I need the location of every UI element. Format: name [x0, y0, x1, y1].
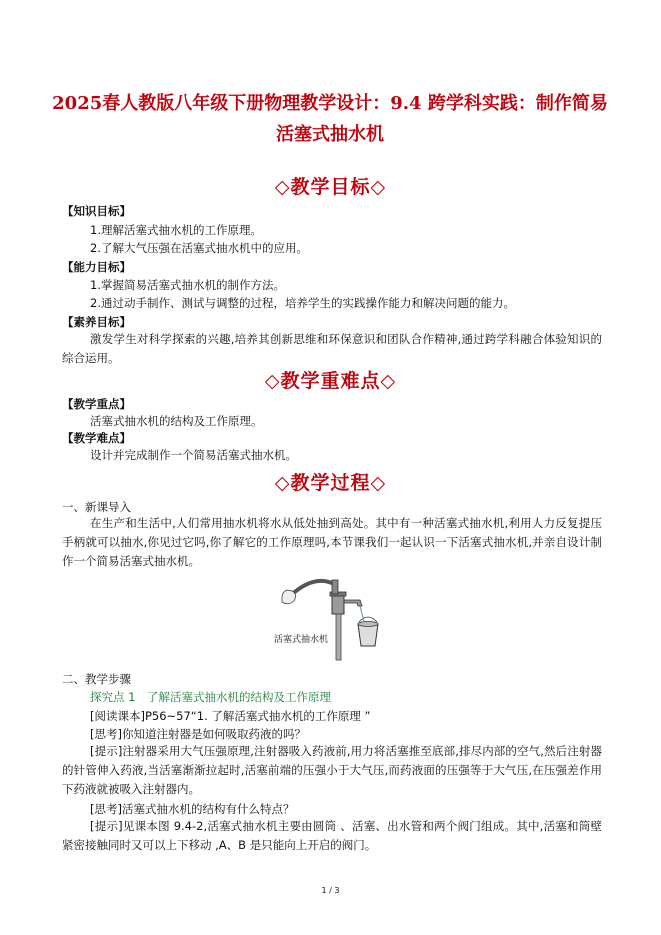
piston-pump-figure	[268, 566, 388, 662]
section-heading-key-points: ◇教学重难点◇	[264, 370, 397, 392]
teaching-difficulty-label: 【教学难点】	[62, 431, 131, 445]
knowledge-goal-1: 1.理解活塞式抽水机的工作原理。	[90, 223, 262, 237]
hint-1: [提示]注射器采用大气压强原理,注射器吸入药液前,用力将活塞推至底部,排尽内部的空气,然后注射器的针管伸入药液,当活塞渐渐拉起时,活塞前端的压强小于大气压,而药液面的压强等于大气压,在压强差作用下药液就被吸入注射器内。	[62, 744, 602, 796]
read-textbook: [阅读课本]P56~57“1. 了解活塞式抽水机的工作原理 ”	[90, 709, 371, 723]
hint-2: [提示]见课本图 9.4-2,活塞式抽水机主要由圆筒 、活塞、出水管和两个阀门组成。其中,活塞和筒壁紧密接触同时又可以上下移动 ,A、B 是只能向上开启的阀门。	[62, 819, 602, 852]
part2-title: 二、教学步骤	[62, 672, 131, 686]
literacy-goal-text: 激发学生对科学探索的兴趣,培养其创新思维和环保意识和团队合作精神,通过跨学科融合体验知识的综合运用。	[62, 332, 602, 365]
literacy-goal-label: 【素养目标】	[62, 315, 131, 329]
think-question-1: [思考]你知道注射器是如何吸取药液的吗？	[90, 727, 306, 741]
part1-text: 在生产和生活中,人们常用抽水机将水从低处抽到高处。其中有一种活塞式抽水机,利用人力反复提压手柄就可以抽水,你见过它吗,你了解它的工作原理吗,本节课我们一起认识一下活塞式抽水机,并亲自设计制作一个简易活塞式抽水机。	[62, 516, 602, 568]
teaching-focus-text: 活塞式抽水机的结构及工作原理。	[90, 414, 263, 428]
ability-goal-2: 2.通过动手制作、测试与调整的过程，培养学生的实践操作能力和解决问题的能力。	[90, 296, 515, 310]
part1-title: 一、新课导入	[62, 500, 131, 514]
section-heading-process: ◇教学过程◇	[274, 472, 387, 494]
teaching-difficulty-text: 设计并完成制作一个简易活塞式抽水机。	[90, 448, 297, 462]
probe-point-1: 探究点 1 了解活塞式抽水机的结构及工作原理	[90, 690, 331, 704]
page-number: 1 / 3	[321, 886, 340, 895]
document-title: 2025春人教版八年级下册物理教学设计：9.4 跨学科实践：制作简易活塞式抽水机	[52, 93, 608, 145]
figure-caption: 活塞式抽水机	[274, 635, 329, 645]
think-question-2: [思考]活塞式抽水机的结构有什么特点？	[90, 802, 295, 816]
knowledge-goal-2: 2.了解大气压强在活塞式抽水机中的应用。	[90, 241, 308, 255]
teaching-focus-label: 【教学重点】	[62, 397, 131, 411]
ability-goal-1: 1.掌握简易活塞式抽水机的制作方法。	[90, 278, 285, 292]
knowledge-goal-label: 【知识目标】	[62, 204, 131, 218]
section-heading-goals: ◇教学目标◇	[274, 176, 387, 198]
ability-goal-label: 【能力目标】	[62, 260, 131, 274]
